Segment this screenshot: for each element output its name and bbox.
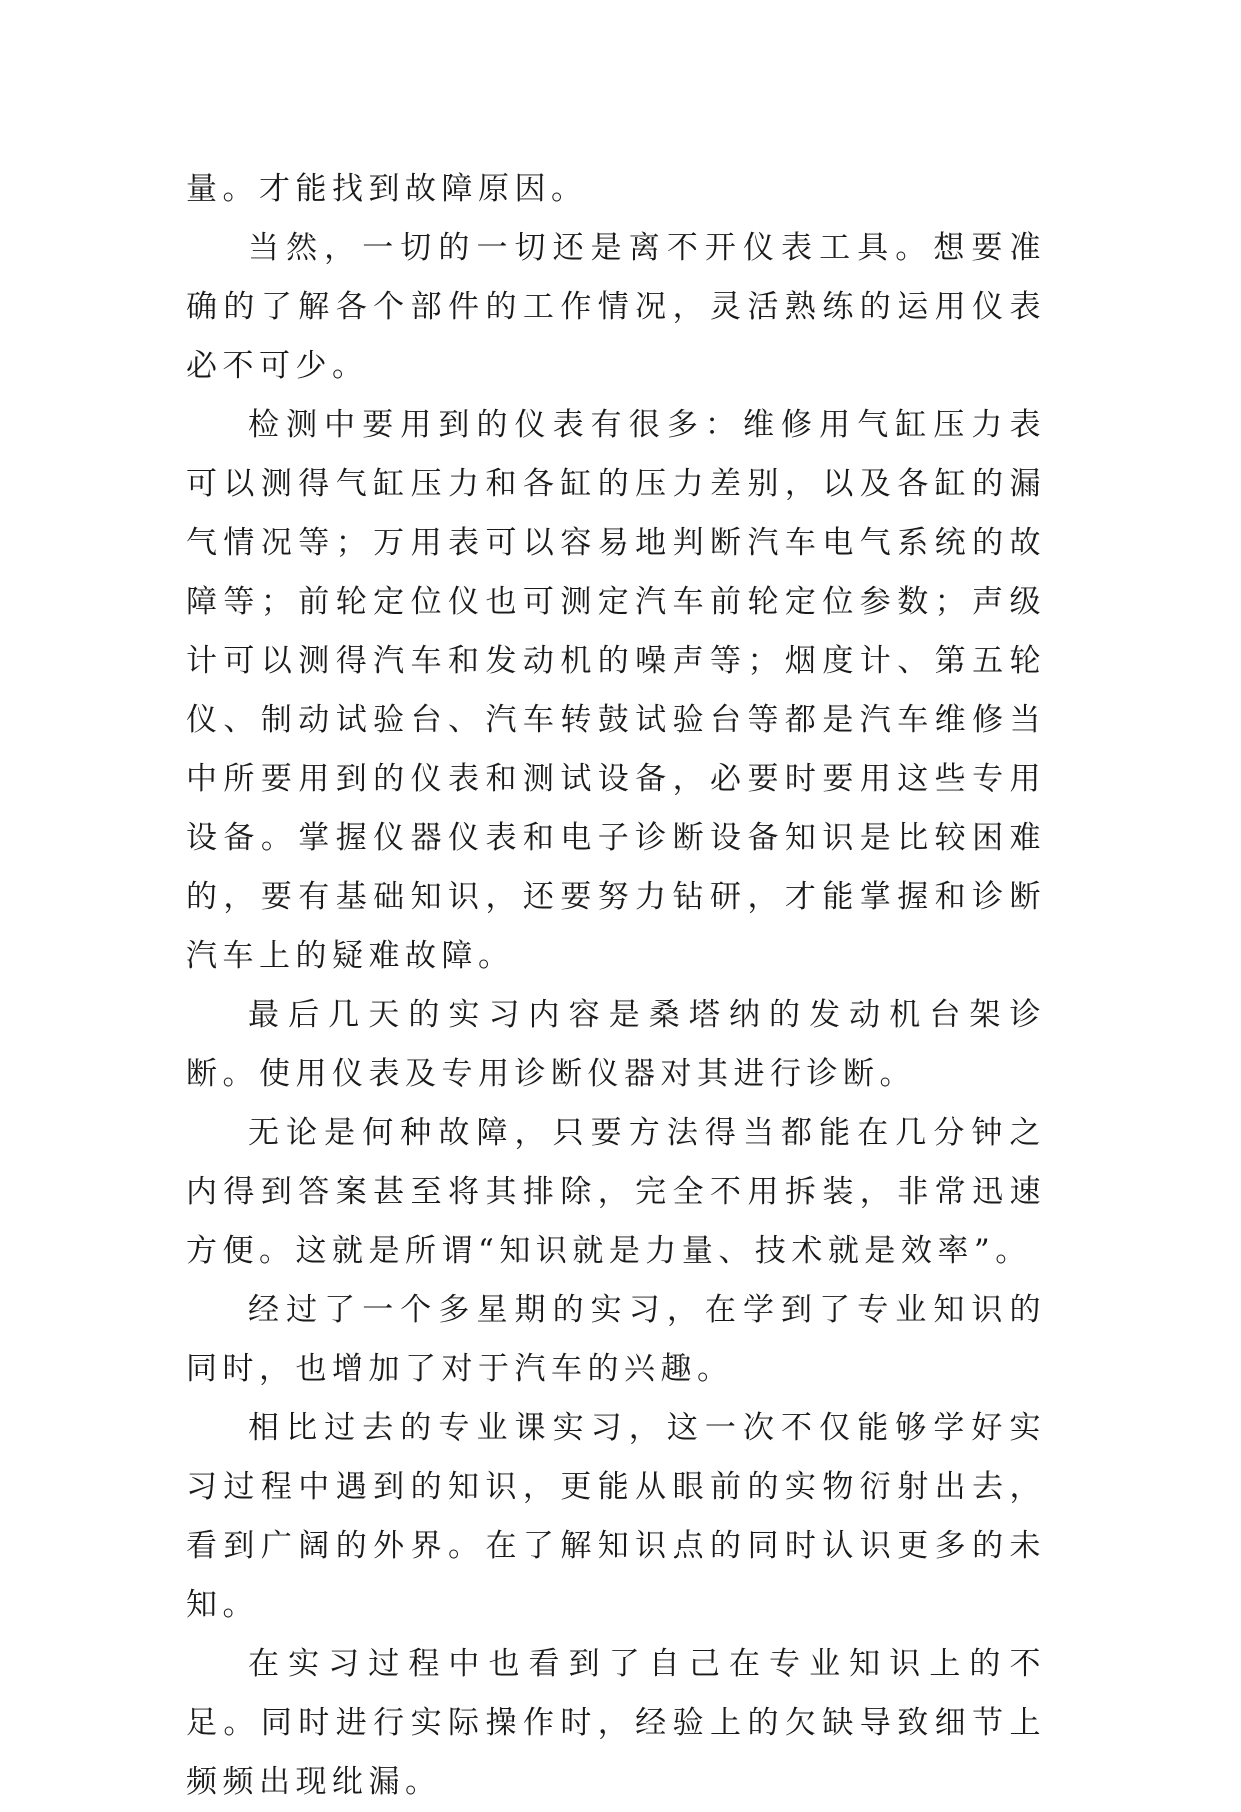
paragraph-2: 当然，一切的一切还是离不开仪表工具。想要准确的了解各个部件的工作情况，灵活熟练的运用仪表必不可少。 — [186, 230, 1046, 384]
paragraph-6: 经过了一个多星期的实习，在学到了专业知识的同时，也增加了对于汽车的兴趣。 — [186, 1292, 1046, 1387]
paragraph-1: 量。才能找到故障原因。 — [186, 171, 588, 207]
document-body — [186, 160, 1046, 1812]
paragraph-3: 检测中要用到的仪表有很多：维修用气缸压力表可以测得气缸压力和各缸的压力差别，以及各缸的漏气情况等；万用表可以容易地判断汽车电气系统的故障等；前轮定位仪也可测定汽车前轮定位参数；声级计可以测得汽车和发动机的噪声等；烟度计、第五轮仪、制动试验台、汽车转鼓试验台等都是汽车维修当中所要用到的仪表和测试设备，必要时要用这些专用设备。掌握仪器仪表和电子诊断设备知识是比较困难的，要有基础知识，还要努力钻研，才能掌握和诊断汽车上的疑难故障。 — [186, 407, 1046, 974]
paragraph-7: 相比过去的专业课实习，这一次不仅能够学好实习过程中遇到的知识，更能从眼前的实物衍射出去，看到广阔的外界。在了解知识点的同时认识更多的未知。 — [186, 1410, 1046, 1623]
paragraph-5: 无论是何种故障，只要方法得当都能在几分钟之内得到答案甚至将其排除，完全不用拆装，非常迅速方便。这就是所谓“知识就是力量、技术就是效率”。 — [186, 1115, 1046, 1269]
paragraph-4: 最后几天的实习内容是桑塔纳的发动机台架诊断。使用仪表及专用诊断仪器对其进行诊断。 — [186, 997, 1046, 1092]
paragraph-8: 在实习过程中也看到了自己在专业知识上的不足。同时进行实际操作时，经验上的欠缺导致细节上频频出现纰漏。 — [186, 1646, 1046, 1800]
